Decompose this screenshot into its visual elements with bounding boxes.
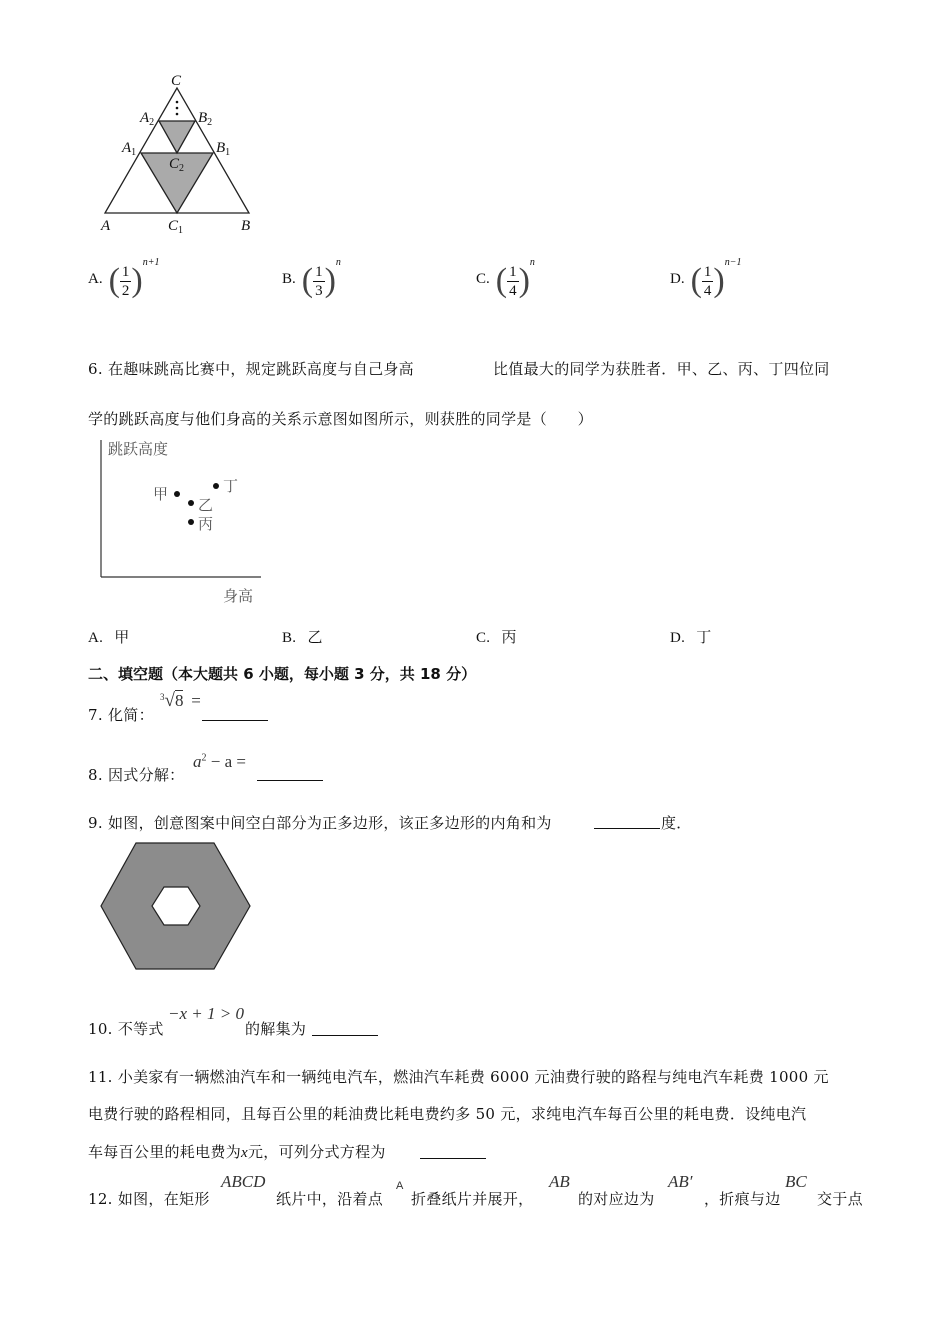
q6-line1a: 6. 在趣味跳高比赛中，规定跳跃高度与自己身高 — [88, 360, 414, 378]
point-jia — [174, 491, 180, 497]
label-C: C — [171, 73, 182, 89]
q10-prefix: 10. 不等式 — [88, 1020, 164, 1038]
q12-p6: 交于点 — [817, 1190, 863, 1208]
q10-answer-blank[interactable] — [312, 1021, 378, 1036]
right-paren: ) — [131, 262, 143, 299]
y-axis-label: 跳跃高度 — [108, 440, 169, 458]
q10-suffix: 的解集为 — [245, 1020, 307, 1038]
point-jia-label: 甲 — [153, 485, 169, 503]
q7-answer-blank[interactable] — [202, 706, 268, 721]
q11-line3: 车每百公里的耗电费为x元，可列分式方程为 — [88, 1143, 386, 1161]
point-yi-label: 乙 — [198, 496, 214, 514]
exponent: n — [335, 257, 341, 268]
q9-text-b: 度． — [661, 814, 692, 832]
option-label: B. — [282, 271, 296, 287]
q12-point-a: A — [396, 1180, 404, 1192]
q6-option-b[interactable] — [282, 626, 323, 647]
exponent: n+1 — [142, 257, 160, 268]
label-C2: $C_2$ — [169, 156, 185, 174]
right-paren: ) — [518, 262, 530, 299]
right-paren: ) — [324, 262, 336, 299]
q12-bc: BC — [785, 1172, 807, 1191]
hexagon-figure — [98, 840, 254, 972]
q12-p1: 12. 如图，在矩形 — [88, 1190, 210, 1208]
q5-option-c[interactable] — [476, 257, 535, 306]
ellipsis-dot — [176, 107, 179, 110]
fraction: $\frac{1}{4}$ — [703, 263, 712, 299]
label-B2: $B_2$ — [198, 110, 213, 128]
q12-p4: 的对应边为 — [578, 1190, 655, 1208]
point-ding — [213, 483, 219, 489]
q9-answer-blank[interactable] — [594, 814, 660, 829]
label-C1: $C_1$ — [168, 218, 184, 236]
q12-rect-label: ABCD — [221, 1172, 266, 1191]
option-label: A. — [88, 630, 104, 646]
option-label: B. — [282, 630, 297, 646]
option-text: 乙 — [307, 628, 323, 646]
ellipsis-dot — [176, 113, 179, 116]
left-paren: ( — [495, 262, 508, 299]
nested-triangles-figure — [95, 70, 265, 240]
section-2-heading: 二、填空题（本大题共 6 小题，每小题 3 分，共 18 分） — [88, 665, 477, 683]
left-paren: ( — [690, 262, 702, 299]
q6-option-a[interactable] — [88, 626, 130, 647]
label-A2: $A_2$ — [140, 110, 155, 128]
q8-answer-blank[interactable] — [257, 766, 323, 781]
q5-option-a[interactable] — [88, 257, 160, 306]
q11-line2: 电费行驶的路程相同，且每百公里的耗油费比耗电费约多 50 元，求纯电汽车每百公里的耗电费．设纯电汽 — [88, 1105, 807, 1123]
q6-line2: 学的跳跃高度与他们身高的关系示意图如图所示，则获胜的同学是（ ） — [88, 410, 593, 428]
x-axis-label: 身高 — [223, 587, 254, 605]
option-label: C. — [476, 271, 490, 287]
q6-scatter-chart — [95, 435, 275, 610]
exponent: n−1 — [724, 257, 742, 268]
q12-p2: 纸片中，沿着点 — [276, 1190, 384, 1208]
q8-expression: $a^2 - a$ = — [193, 752, 246, 771]
option-label: A. — [88, 271, 103, 287]
q12-p5: ，折痕与边 — [704, 1190, 781, 1208]
right-paren: ) — [713, 262, 725, 299]
option-label: D. — [670, 630, 686, 646]
q7-expression: $^3$√8 = — [160, 690, 201, 711]
label-A: A — [101, 218, 111, 234]
point-bing — [188, 519, 194, 525]
point-ding-label: 丁 — [223, 477, 239, 495]
q5-option-d[interactable] — [670, 257, 742, 306]
option-text: 甲 — [114, 628, 130, 646]
q11-answer-blank[interactable] — [420, 1144, 486, 1159]
fraction: $\frac{1}{3}$ — [315, 263, 323, 299]
point-yi — [188, 500, 194, 506]
label-B: B — [241, 218, 251, 234]
q9-text-a: 9. 如图，创意图案中间空白部分为正多边形，该正多边形的内角和为 — [88, 814, 552, 832]
ellipsis-dot — [176, 101, 179, 104]
q12-ab-prime: AB′ — [668, 1172, 693, 1191]
option-text: 丁 — [696, 628, 712, 646]
q8-prefix: 8. 因式分解： — [88, 766, 185, 784]
left-paren: ( — [108, 262, 120, 299]
q10-expression: −x + 1 > 0 — [168, 1004, 244, 1023]
option-label: C. — [476, 630, 491, 646]
fraction: $\frac{1}{4}$ — [509, 263, 517, 299]
fraction: $\frac{1}{2}$ — [121, 263, 130, 299]
q12-p3: 折叠纸片并展开， — [411, 1190, 534, 1208]
q5-option-b[interactable] — [282, 257, 341, 306]
left-paren: ( — [301, 262, 314, 299]
option-text: 丙 — [501, 628, 517, 646]
point-bing-label: 丙 — [198, 515, 214, 533]
q11-line1: 11. 小美家有一辆燃油汽车和一辆纯电汽车，燃油汽车耗费 6000 元油费行驶的路程与纯电汽车耗费 1000 元 — [88, 1068, 829, 1086]
shaded-triangle-2 — [159, 121, 195, 153]
q6-line1b: 比值最大的同学为获胜者．甲、乙、丙、丁四位同 — [493, 360, 830, 378]
q7-prefix: 7. 化简： — [88, 706, 154, 724]
label-A1: $A_1$ — [122, 140, 137, 158]
label-B1: $B_1$ — [216, 140, 231, 158]
exponent: n — [529, 257, 535, 268]
q12-ab: AB — [549, 1172, 570, 1191]
option-label: D. — [670, 271, 685, 287]
q6-option-d[interactable] — [670, 626, 712, 647]
q6-option-c[interactable] — [476, 626, 517, 647]
